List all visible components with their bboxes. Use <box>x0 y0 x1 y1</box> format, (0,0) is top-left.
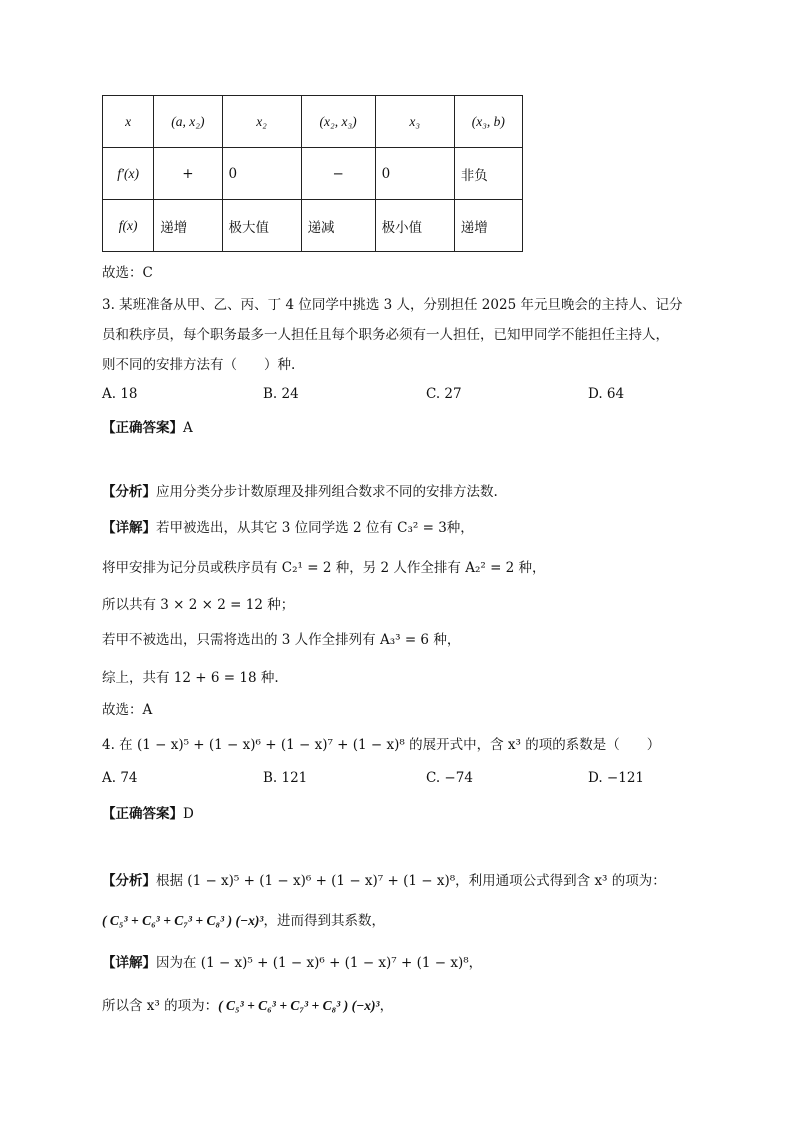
q3-stem-line-3: 则不同的安排方法有（ ）种. <box>102 357 296 373</box>
cell-nonneg: 非负 <box>454 148 522 200</box>
cell-zero-2: 0 <box>375 148 454 200</box>
analysis-text: ，进而得到其系数， <box>263 913 385 929</box>
detail-text: 种. <box>256 670 279 686</box>
q3-stem-line-2: 员和秩序员，每个职务最多一人担任且每个职务必须有一人担任，已知甲同学不能担任主持人， <box>102 327 669 343</box>
q3-correct-answer <box>102 416 193 436</box>
cell-interval-x2-x3: (x₂, x₃) <box>301 96 375 148</box>
q3-option-c: C. 27 <box>426 386 462 402</box>
formula: C₃² = 3 <box>397 520 447 536</box>
q3-analysis <box>102 480 498 500</box>
q4-analysis-line-2 <box>102 909 385 929</box>
q3-detail-line-4 <box>102 628 460 648</box>
detail-text: 种，另 2 人作全排有 <box>331 560 466 576</box>
detail-text: 种， <box>446 520 474 536</box>
formula: ( C₅³ + C₆³ + C₇³ + C₈³ ) (−x)³ <box>102 913 264 928</box>
q3-detail-line-5 <box>102 666 279 686</box>
table-row-function <box>103 200 523 252</box>
cell-increasing-2: 递增 <box>454 200 522 252</box>
detail-text: ， <box>379 998 394 1014</box>
cell-x2: x₂ <box>222 96 301 148</box>
q3-stem-line-1: 3. 某班准备从甲、乙、丙、丁 4 位同学中挑选 3 人，分别担任 2025 年元旦晚会的主持人、记分 <box>102 297 683 313</box>
cell-plus: + <box>154 148 222 200</box>
table-row-derivative <box>103 148 523 200</box>
analysis-label: 【分析】 <box>102 873 156 889</box>
formula: C₂¹ = 2 <box>281 560 332 576</box>
sign-table <box>102 95 523 252</box>
cell-interval-a-x2: (a, x₂) <box>154 96 222 148</box>
q4-option-b: B. 121 <box>263 770 308 786</box>
q3-option-d: D. 64 <box>588 386 625 402</box>
detail-label: 【详解】 <box>102 955 156 971</box>
q3-option-a: A. 18 <box>102 386 138 402</box>
detail-text: ， <box>468 955 483 971</box>
cell-local-min: 极小值 <box>375 200 454 252</box>
cell-x3: x₃ <box>375 96 454 148</box>
cell-zero-1: 0 <box>222 148 301 200</box>
formula: (1 − x)⁵ + (1 − x)⁶ + (1 − x)⁷ + (1 − x)⁸ <box>200 955 469 971</box>
detail-text: 综上，共有 <box>102 670 174 686</box>
detail-text: 因为在 <box>156 955 201 971</box>
cell-interval-x3-b: (x₃, b) <box>454 96 522 148</box>
formula: ( C₅³ + C₆³ + C₇³ + C₈³ ) (−x)³ <box>218 998 380 1013</box>
detail-text: 所以共有 <box>102 597 161 613</box>
q4-detail-line-1 <box>102 951 482 971</box>
q4-option-d: D. −121 <box>588 770 645 786</box>
formula: (1 − x)⁵ + (1 − x)⁶ + (1 − x)⁷ + (1 − x)⁸ <box>136 737 405 753</box>
q3-detail-line-3 <box>102 593 294 613</box>
q3-answer: 故选：A <box>102 702 153 718</box>
detail-text: 种， <box>514 560 546 576</box>
q4-option-c: C. −74 <box>426 770 473 786</box>
cell-f: f(x) <box>103 200 154 252</box>
q4-detail-line-2 <box>102 994 393 1014</box>
detail-text: 将甲安排为记分员或秩序员有 <box>102 560 282 576</box>
analysis-text: ，利用通项公式得到含 x³ 的项为： <box>455 873 666 889</box>
correct-answer-label: 【正确答案】 <box>102 420 183 436</box>
correct-answer-value: A <box>183 420 193 436</box>
analysis-text: 根据 <box>156 873 188 889</box>
q4-analysis-line-1 <box>102 869 666 889</box>
analysis-text: 应用分类分步计数原理及排列组合数求不同的安排方法数. <box>156 484 498 500</box>
cell-x: x <box>103 96 154 148</box>
detail-label: 【详解】 <box>102 520 156 536</box>
detail-text: 若甲被选出，从其它 3 位同学选 2 位有 <box>156 520 398 536</box>
q3-detail-line-2 <box>102 556 546 576</box>
detail-text: 若甲不被选出，只需将选出的 3 人作全排列有 <box>102 632 380 648</box>
table-row-x <box>103 96 523 148</box>
formula: (1 − x)⁵ + (1 − x)⁶ + (1 − x)⁷ + (1 − x)⁸ <box>187 873 456 889</box>
formula: 3 × 2 × 2 = 12 <box>160 597 263 613</box>
q3-detail-line-1 <box>102 516 474 536</box>
detail-text: 所以含 x³ 的项为： <box>102 998 219 1014</box>
cell-decreasing: 递减 <box>301 200 375 252</box>
analysis-label: 【分析】 <box>102 484 156 500</box>
formula: 12 + 6 = 18 <box>173 670 257 686</box>
correct-answer-label: 【正确答案】 <box>102 806 183 822</box>
detail-text: 种， <box>429 632 461 648</box>
cell-increasing-1: 递增 <box>154 200 222 252</box>
cell-local-max: 极大值 <box>222 200 301 252</box>
q4-option-a: A. 74 <box>102 770 138 786</box>
formula: A₂² = 2 <box>465 560 515 576</box>
stem-text: 的展开式中，含 x³ 的项的系数是（ ） <box>404 737 661 753</box>
q3-option-b: B. 24 <box>263 386 299 402</box>
cell-minus: − <box>301 148 375 200</box>
q4-correct-answer <box>102 802 194 822</box>
q4-stem <box>102 733 660 753</box>
cell-f-prime: f′(x) <box>103 148 154 200</box>
correct-answer-value: D <box>183 806 194 822</box>
detail-text: 种； <box>262 597 295 613</box>
formula: A₃³ = 6 <box>379 632 430 648</box>
q2-answer: 故选：C <box>102 265 153 281</box>
stem-text: 4. 在 <box>102 737 137 753</box>
